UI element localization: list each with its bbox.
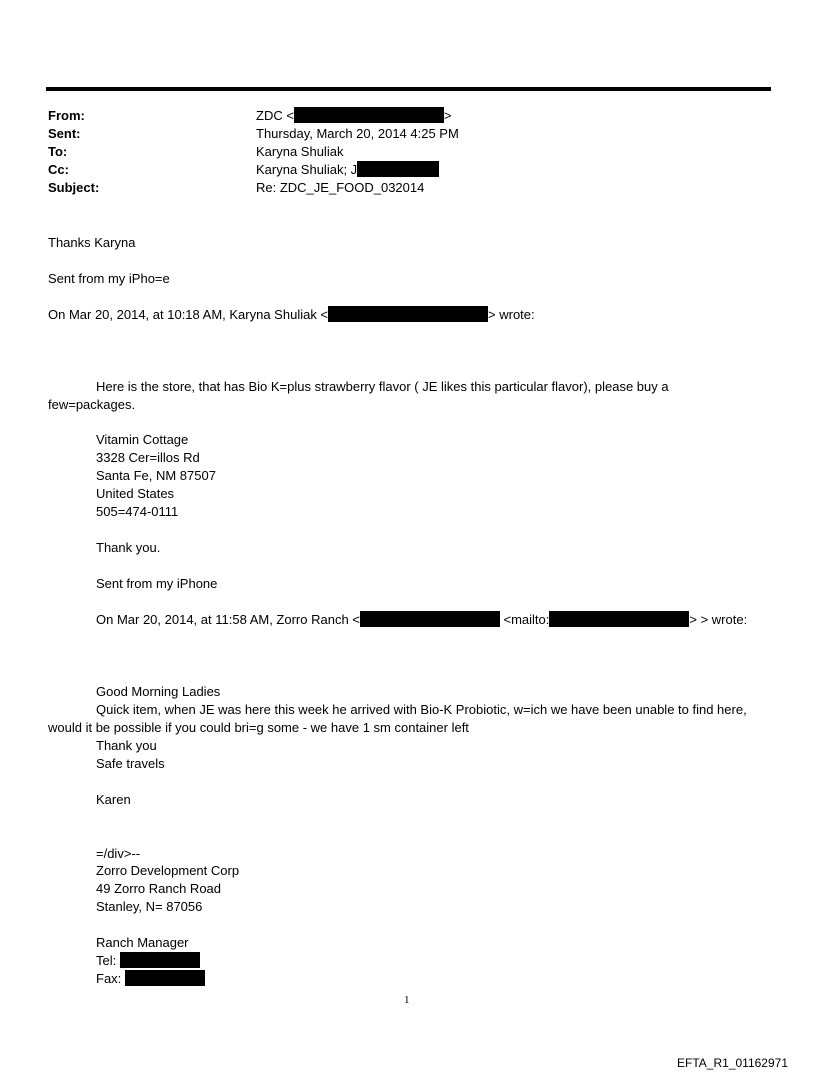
page-number: 1 — [404, 994, 410, 1006]
sent-label: Sent: — [48, 126, 81, 141]
redaction-box — [328, 306, 488, 322]
signature: Sent from my iPho=e — [48, 271, 170, 286]
bates-number: EFTA_R1_01162971 — [677, 1056, 788, 1070]
redaction-box — [120, 952, 200, 968]
company-line: 49 Zorro Ranch Road — [96, 881, 222, 896]
from-value: ZDC < > — [256, 108, 452, 123]
cc-label: Cc: — [48, 162, 69, 177]
redaction-box — [294, 107, 444, 123]
role: Ranch Manager — [96, 935, 189, 950]
address-line: 3328 Cer=illos Rd — [96, 450, 200, 465]
quick-line-1: Quick item, when JE was here this week he arrived with Bio-K Probiotic, w=ich we have been unable to find here, — [96, 702, 747, 717]
quote-header-2: On Mar 20, 2014, at 11:58 AM, Zorro Ranch < <mailto: > > wrote: — [96, 612, 748, 627]
redaction-box — [357, 161, 439, 177]
address-line: Santa Fe, NM 87507 — [96, 468, 216, 483]
quote-header-1: On Mar 20, 2014, at 10:18 AM, Karyna Shuliak < > wrote: — [48, 307, 535, 322]
subject-label: Subject: — [48, 180, 100, 195]
company-line: Zorro Development Corp — [96, 863, 240, 878]
div-tag: =/div>-- — [96, 846, 141, 861]
thank-you: Thank you — [96, 738, 157, 753]
safe-travels: Safe travels — [96, 756, 165, 771]
sent-iphone: Sent from my iPhone — [96, 576, 218, 591]
address-line: United States — [96, 486, 175, 501]
address-line: 505=474-0111 — [96, 504, 179, 519]
redaction-box — [360, 611, 500, 627]
address-line: Vitamin Cottage — [96, 432, 189, 447]
tel-line: Tel: — [96, 952, 200, 970]
greeting: Thanks Karyna — [48, 235, 136, 250]
good-morning: Good Morning Ladies — [96, 684, 221, 699]
sent-value: Thursday, March 20, 2014 4:25 PM — [256, 126, 459, 141]
company-line: Stanley, N= 87056 — [96, 899, 203, 914]
redaction-box — [125, 970, 205, 986]
header-divider — [46, 87, 771, 91]
quick-line-2: would it be possible if you could bri=g some - we have 1 sm container left — [48, 720, 469, 735]
redaction-box — [549, 611, 689, 627]
from-label: From: — [48, 108, 85, 123]
to-label: To: — [48, 144, 68, 159]
thanks-line: Thank you. — [96, 540, 161, 555]
store-line-1: Here is the store, that has Bio K=plus strawberry flavor ( JE likes this particular flavor), please buy a — [96, 379, 669, 394]
store-line-2: few=packages. — [48, 397, 136, 412]
to-value: Karyna Shuliak — [256, 144, 344, 159]
cc-value: Karyna Shuliak; J — [256, 161, 439, 179]
subject-value: Re: ZDC_JE_FOOD_032014 — [256, 180, 425, 195]
fax-line: Fax: — [96, 970, 205, 988]
sender-name: Karen — [96, 792, 131, 807]
